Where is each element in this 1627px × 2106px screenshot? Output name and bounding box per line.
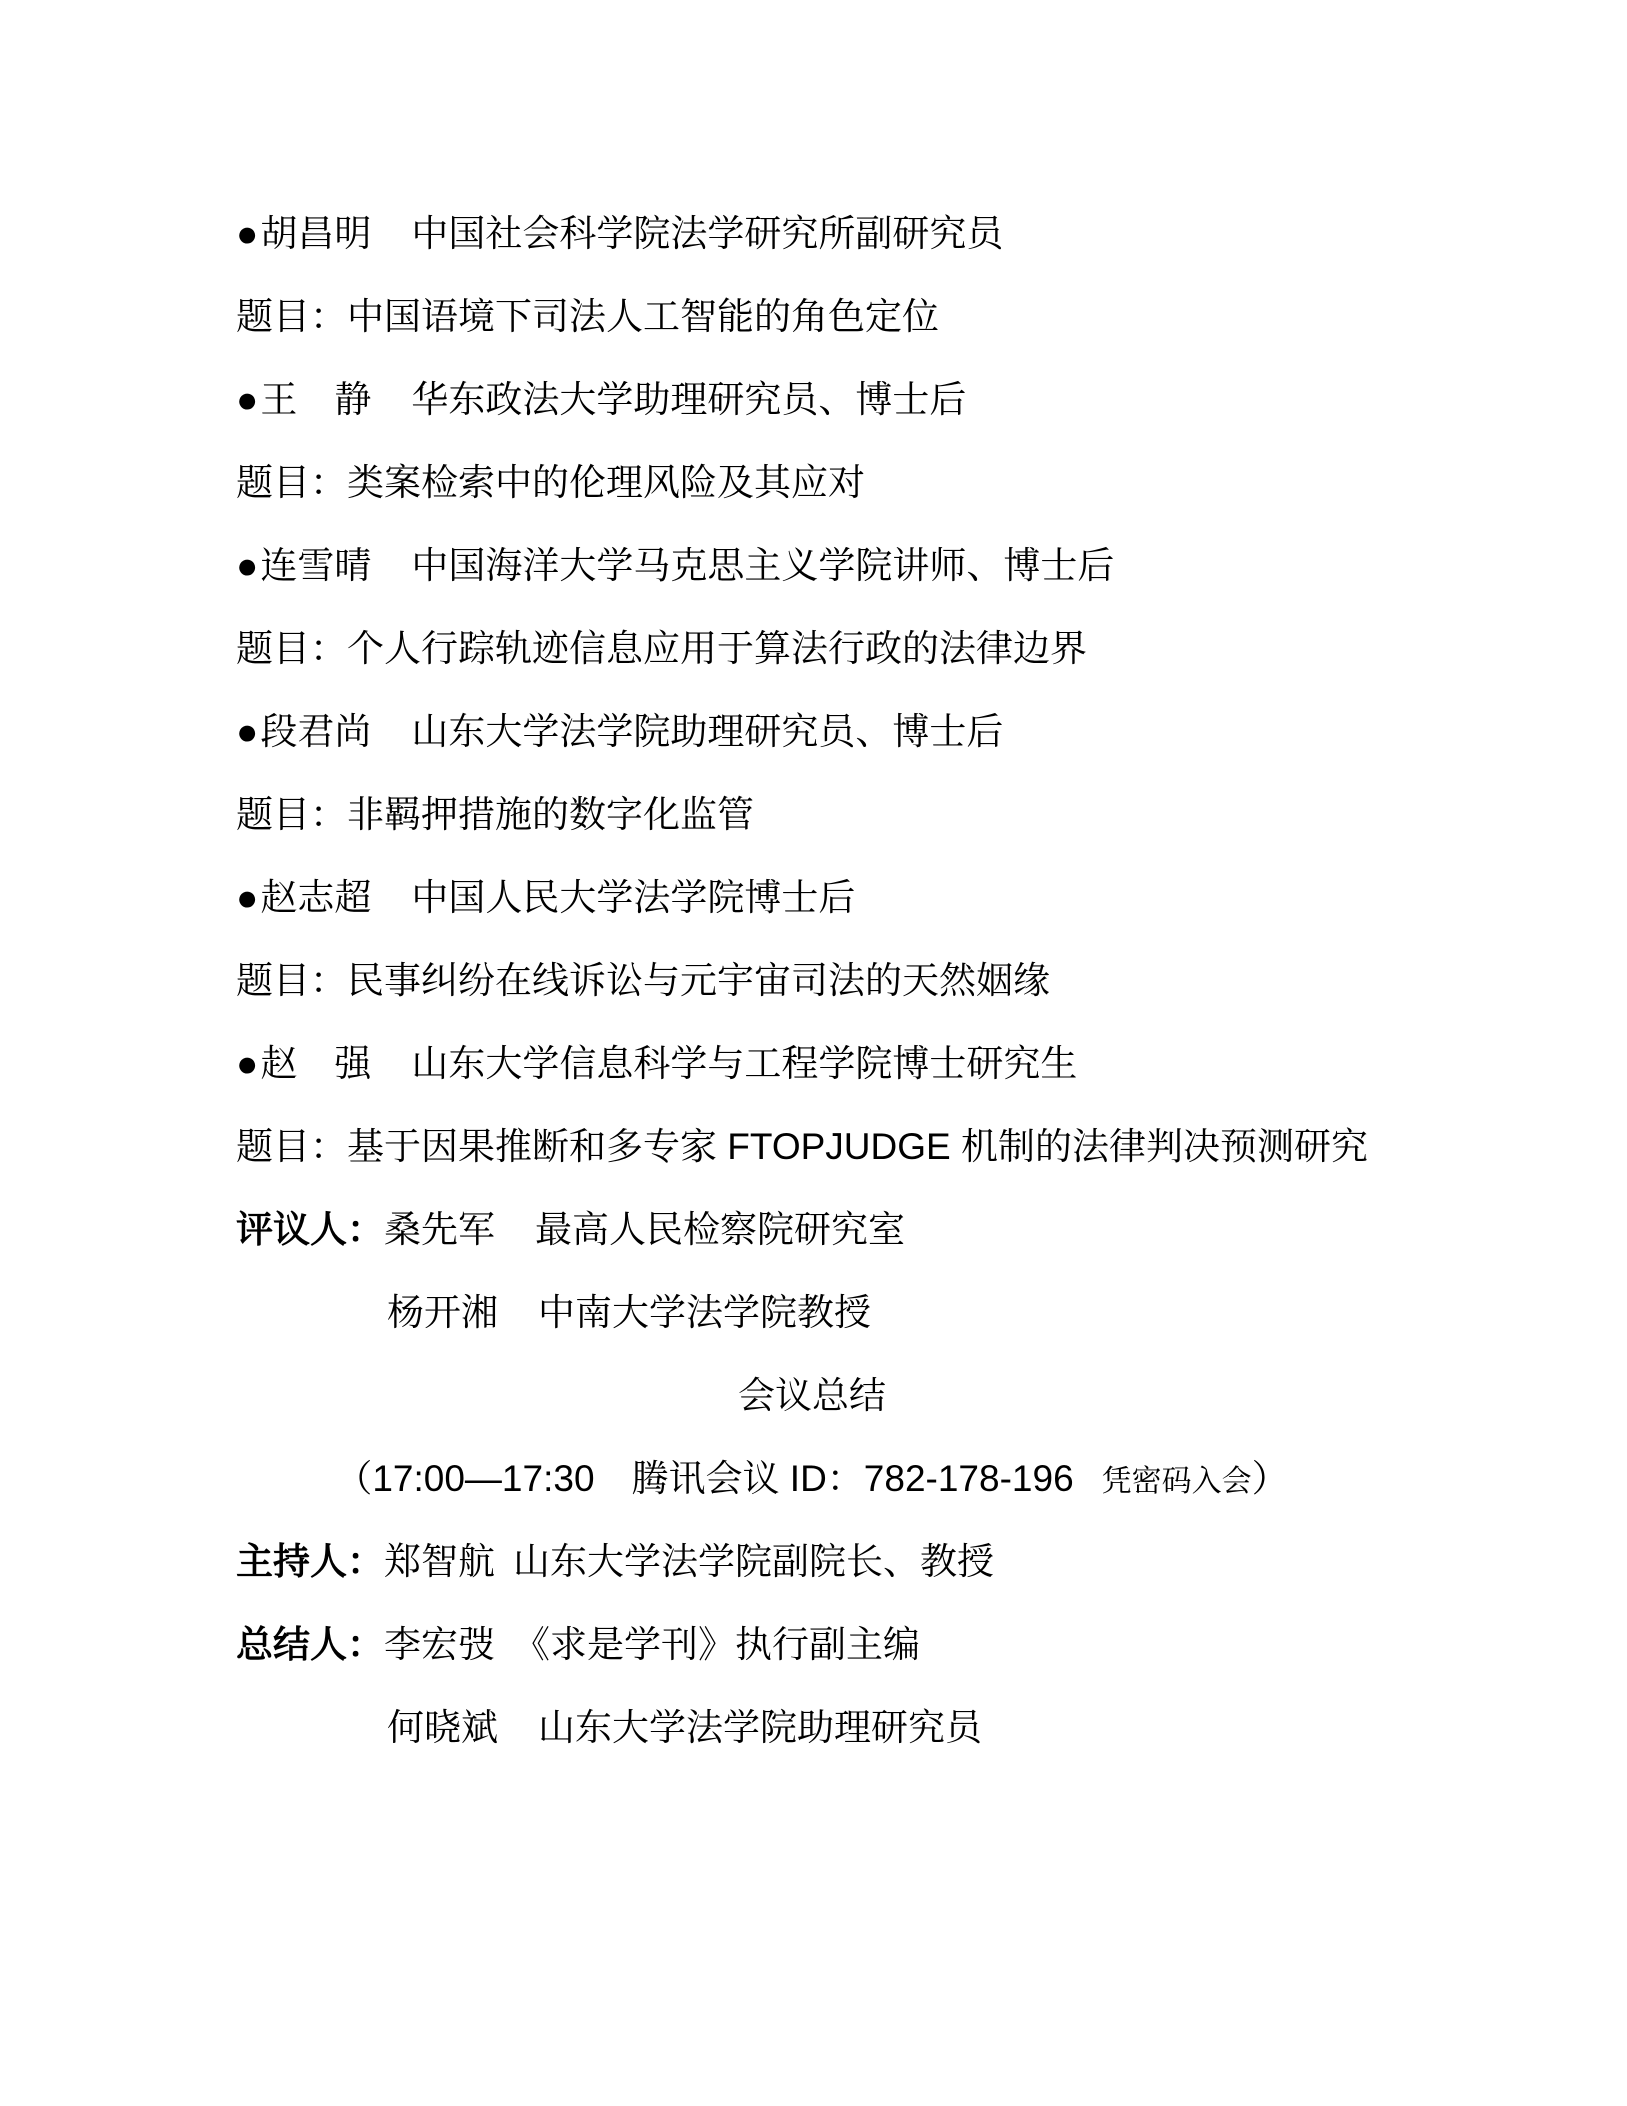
- topic-line: [236, 607, 1388, 690]
- topic-line: [236, 275, 1388, 358]
- speaker-line: [236, 358, 1388, 441]
- reviewers-line: [236, 1188, 1388, 1271]
- topic-label: 题目：: [236, 794, 347, 835]
- reviewer-name: 杨开湘: [387, 1292, 498, 1333]
- host-affiliation: 山东大学法学院副院长、教授: [513, 1541, 994, 1582]
- topic-line: [236, 773, 1388, 856]
- summarizer-line: [236, 1603, 1388, 1686]
- schedule-time-meeting: （17:00—17:30 腾讯会议 ID：782-178-196: [335, 1458, 1074, 1499]
- topic-line: [236, 441, 1388, 524]
- speaker-line: [236, 856, 1388, 939]
- bullet-icon: ●: [236, 711, 261, 752]
- speaker-affiliation: 山东大学法学院助理研究员、博士后: [411, 711, 1004, 752]
- summarizer-line: [236, 1686, 1388, 1769]
- bullet-icon: ●: [236, 877, 261, 918]
- topic-label: 题目：: [236, 462, 347, 503]
- topic-text: 基于因果推断和多专家 FTOPJUDGE 机制的法律判决预测研究: [347, 1126, 1368, 1167]
- topic-text: 非羁押措施的数字化监管: [347, 794, 754, 835]
- schedule-line: [236, 1437, 1388, 1520]
- speaker-line: [236, 524, 1388, 607]
- speaker-name: 段君尚: [260, 711, 372, 752]
- reviewer-affiliation: 最高人民检察院研究室: [535, 1209, 905, 1250]
- speaker-affiliation: 中国人民大学法学院博士后: [411, 877, 856, 918]
- speaker-line: [236, 690, 1388, 773]
- topic-text: 类案检索中的伦理风险及其应对: [347, 462, 865, 503]
- bullet-icon: ●: [236, 545, 261, 586]
- reviewers-label: 评议人：: [236, 1209, 384, 1250]
- reviewer-affiliation: 中南大学法学院教授: [538, 1292, 871, 1333]
- bullet-icon: ●: [236, 1043, 261, 1084]
- speaker-name: 赵志超: [260, 877, 372, 918]
- speaker-name: 胡昌明: [260, 213, 372, 254]
- bullet-icon: ●: [236, 213, 261, 254]
- topic-line: [236, 939, 1388, 1022]
- speaker-line: [236, 1022, 1388, 1105]
- speaker-name: 连雪晴: [260, 545, 372, 586]
- speaker-name: 王 静: [260, 379, 372, 420]
- speaker-affiliation: 华东政法大学助理研究员、博士后: [411, 379, 967, 420]
- agenda-content: [236, 192, 1388, 1769]
- summarizer-affiliation: 山东大学法学院助理研究员: [538, 1707, 982, 1748]
- summarizers-label: 总结人：: [236, 1624, 384, 1665]
- host-name: 郑智航: [384, 1541, 495, 1582]
- topic-label: 题目：: [236, 1126, 347, 1167]
- bullet-icon: ●: [236, 379, 261, 420]
- section-title: 会议总结: [738, 1375, 886, 1416]
- summarizer-affiliation: 《求是学刊》执行副主编: [513, 1624, 920, 1665]
- schedule-password-note: 凭密码入会: [1101, 1465, 1252, 1498]
- speaker-affiliation: 中国海洋大学马克思主义学院讲师、博士后: [411, 545, 1115, 586]
- reviewer-name: 桑先军: [384, 1209, 495, 1250]
- section-title-line: [236, 1354, 1388, 1437]
- topic-line: [236, 1105, 1388, 1188]
- topic-text: 民事纠纷在线诉讼与元宇宙司法的天然姻缘: [347, 960, 1050, 1001]
- topic-label: 题目：: [236, 960, 347, 1001]
- summarizer-name: 何晓斌: [387, 1707, 498, 1748]
- summarizer-name: 李宏弢: [384, 1624, 495, 1665]
- reviewers-line: [236, 1271, 1388, 1354]
- speaker-line: [236, 192, 1388, 275]
- topic-label: 题目：: [236, 296, 347, 337]
- topic-text: 个人行踪轨迹信息应用于算法行政的法律边界: [347, 628, 1087, 669]
- host-label: 主持人：: [236, 1541, 384, 1582]
- speaker-affiliation: 中国社会科学院法学研究所副研究员: [411, 213, 1004, 254]
- host-line: [236, 1520, 1388, 1603]
- schedule-close-paren: ）: [1251, 1458, 1289, 1499]
- speaker-name: 赵 强: [260, 1043, 372, 1084]
- topic-text: 中国语境下司法人工智能的角色定位: [347, 296, 939, 337]
- speaker-affiliation: 山东大学信息科学与工程学院博士研究生: [411, 1043, 1078, 1084]
- topic-label: 题目：: [236, 628, 347, 669]
